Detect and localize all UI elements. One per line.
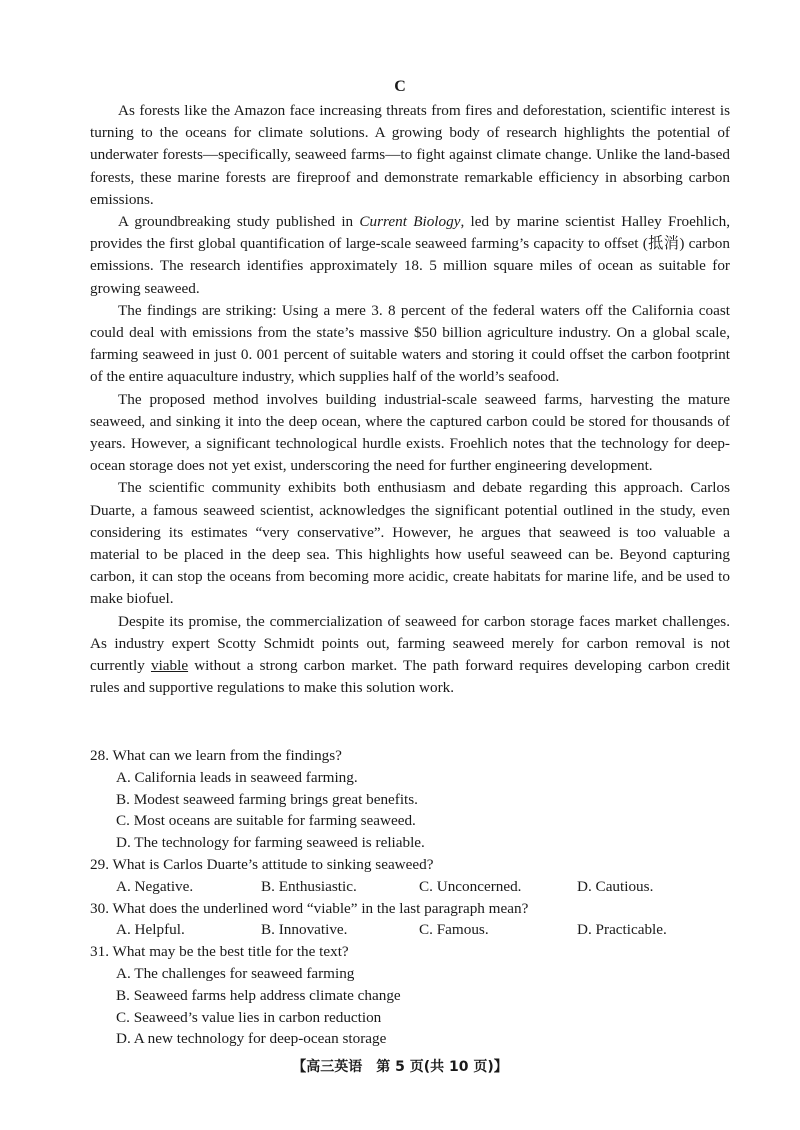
question-29-option-b: B. Enthusiastic.: [261, 877, 357, 895]
question-29-option-d: D. Cautious.: [577, 877, 654, 895]
question-28-option-c: C. Most oceans are suitable for farming seaweed.: [116, 812, 416, 830]
question-28-option-a: A. California leads in seaweed farming.: [116, 768, 358, 786]
question-30-options: [116, 919, 740, 941]
question-30-option-d: D. Practicable.: [577, 921, 667, 939]
question-31-option-a: A. The challenges for seaweed farming: [116, 964, 355, 982]
question-31-stem: 31. What may be the best title for the text?: [90, 943, 349, 961]
question-29-option-a: A. Negative.: [116, 877, 194, 895]
paragraph-2: [90, 211, 730, 300]
paragraph-4: The proposed method involves building industrial-scale seaweed farms, harvesting the mature seaweed, and sinking it into the deep ocean, where the captured carbon could be stored for thousands of years. However, a significant technological hurdle exists. Froehlich notes that the technology for deep-ocean storage does not yet exist, underscoring the need for further engineering development.: [90, 390, 730, 475]
underlined-word: viable: [150, 657, 189, 675]
paragraph-1: As forests like the Amazon face increasing threats from fires and deforestation, scientific interest is turning to the oceans for climate solutions. A growing body of research highlights the potential of underwater forests—specifically, seaweed farms—to fight against climate change. Unlike the land-based forests, these marine forests are fireproof and demonstrate remarkable efficiency in absorbing carbon emissions.: [90, 102, 730, 208]
question-28-option-b: B. Modest seaweed farming brings great benefits.: [116, 790, 418, 808]
paragraph-2-text-a: A groundbreaking study published in: [118, 213, 360, 231]
page-footer: 【高三英语 第 5 页(共 10 页)】: [292, 1059, 508, 1075]
paragraph-2-text-b: , led by marine scientist Halley Froehlich, provides the first global quantification of large-scale seaweed farming’s capacity to offset (抵消) carbon emissions. The research identifies approximately 18. 5 million square miles of ocean as suitable for growing seaweed.: [90, 213, 731, 297]
question-31-option-d: D. A new technology for deep-ocean storage: [116, 1030, 387, 1048]
question-30-option-b: B. Innovative.: [261, 921, 348, 939]
question-29-option-c: C. Unconcerned.: [419, 877, 522, 895]
question-29-options: [116, 876, 740, 898]
question-31-option-b: B. Seaweed farms help address climate change: [116, 986, 401, 1004]
journal-name: Current Biology: [359, 213, 461, 231]
paragraph-3: The findings are striking: Using a mere 3. 8 percent of the federal waters off the California coast could deal with emissions from the state’s massive $50 billion agriculture industry. On a global scale, farming seaweed in just 0. 001 percent of suitable waters and storing it could offset the carbon footprint of the entire aquaculture industry, which supplies half of the world’s seafood.: [90, 301, 730, 386]
paragraph-5: The scientific community exhibits both enthusiasm and debate regarding this approach. Carlos Duarte, a famous seaweed scientist, acknowledges the significant potential outlined in the study, even considering its estimates “very conservative”. However, he argues that seaweed is too valuable a material to be placed in the deep sea. This highlights how useful seaweed can be. Beyond capturing carbon, it can stop the oceans from becoming more acidic, create habitats for marine life, and be used to make biofuel.: [90, 479, 730, 608]
paragraph-6-text-a: Despite its promise, the commercialization of seaweed for carbon storage faces market challenges. As industry expert Scotty Schmidt points out, farming seaweed merely for carbon removal is not currently: [90, 612, 730, 675]
paragraph-6-text-b: without a strong carbon market. The path forward requires developing carbon credit rules and supportive regulations to make this solution work.: [90, 657, 730, 697]
question-31-option-c: C. Seaweed’s value lies in carbon reduction: [116, 1008, 382, 1026]
reading-passage: [90, 100, 730, 699]
question-28-stem: 28. What can we learn from the findings?: [90, 747, 342, 764]
question-29-stem: 29. What is Carlos Duarte’s attitude to sinking seaweed?: [90, 855, 434, 873]
question-30-option-c: C. Famous.: [419, 921, 489, 939]
question-list: [90, 745, 740, 1050]
paragraph-6: [90, 611, 730, 700]
question-28-option-d: D. The technology for farming seaweed is reliable.: [116, 834, 425, 852]
question-30-option-a: A. Helpful.: [116, 921, 185, 939]
question-30-stem: 30. What does the underlined word “viable” in the last paragraph mean?: [90, 899, 529, 917]
section-label: C: [394, 78, 406, 95]
